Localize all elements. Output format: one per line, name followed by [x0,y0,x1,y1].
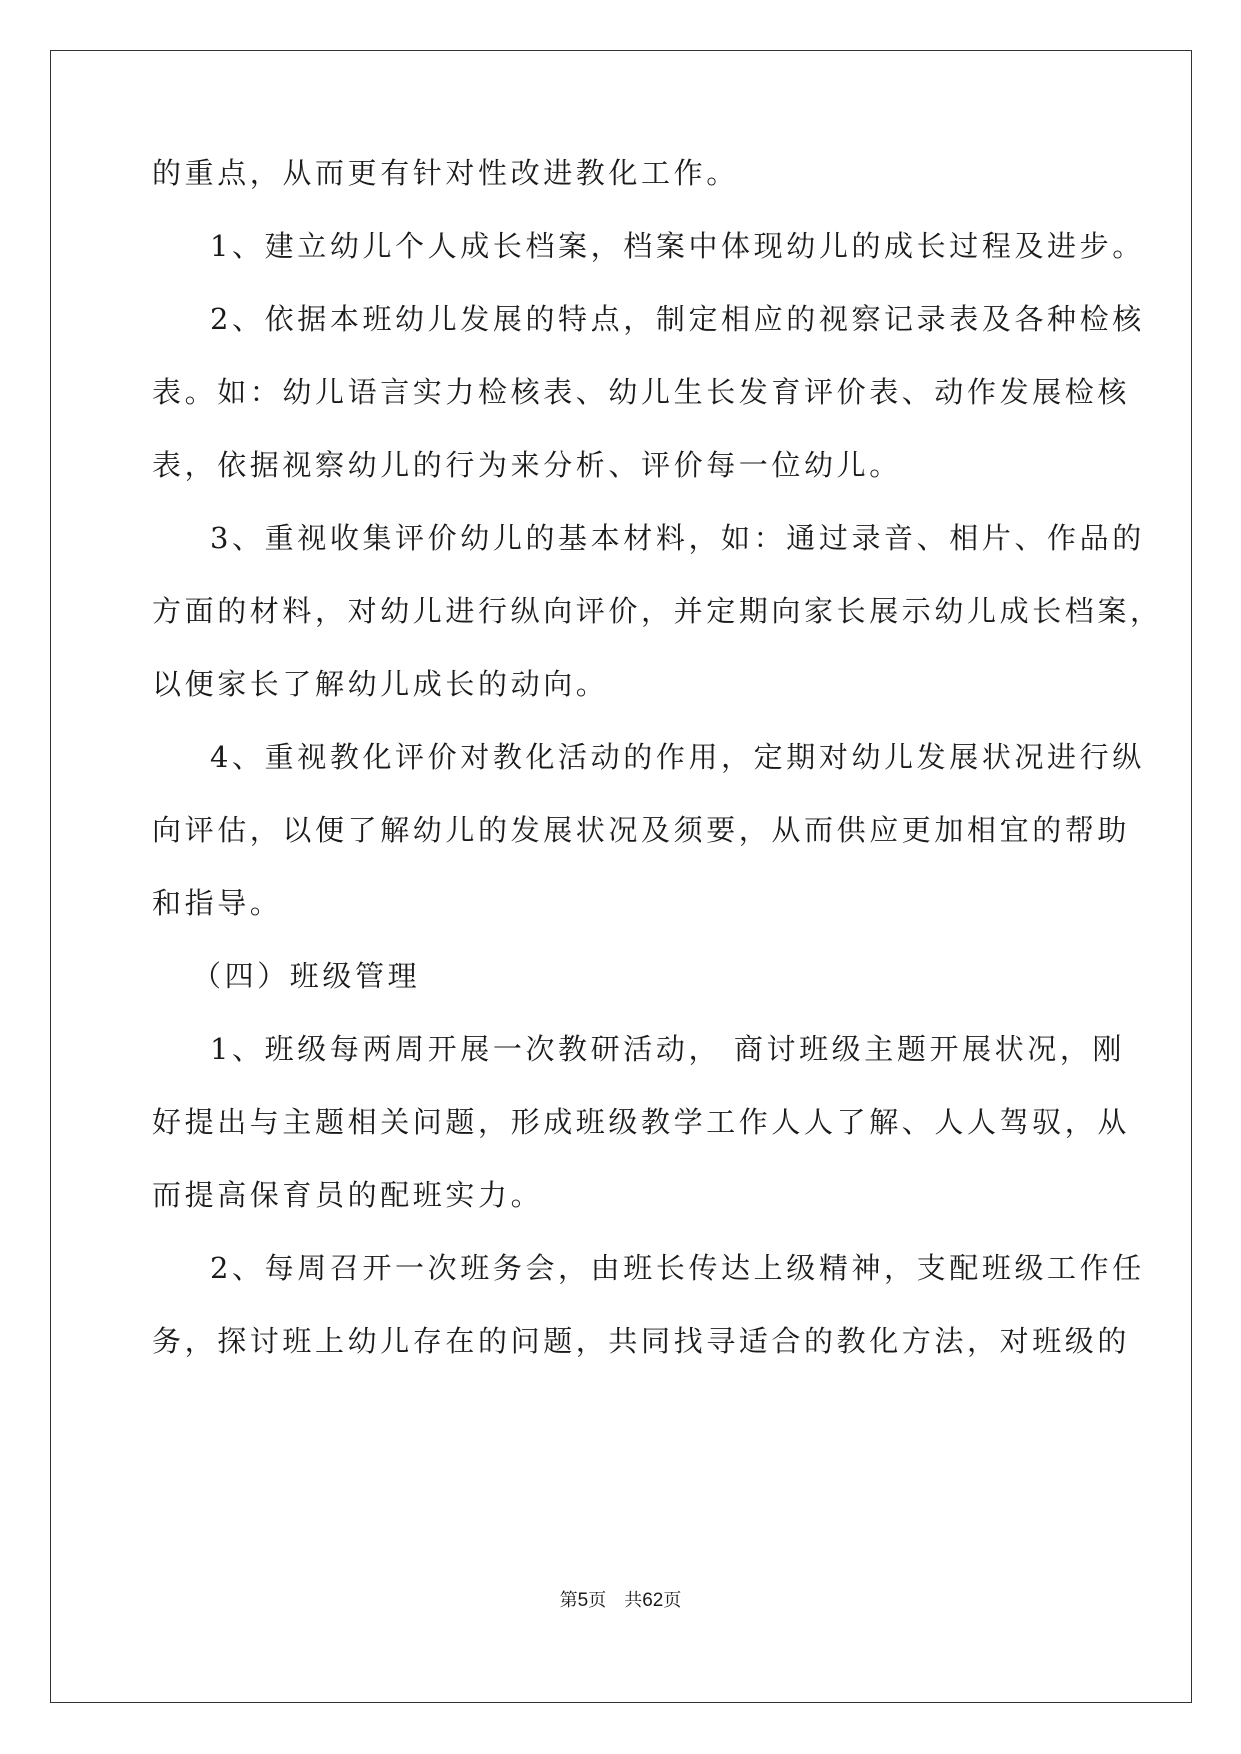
paragraph-line: 1、班级每两周开展一次教研活动， 商讨班级主题开展状况，刚 [210,1032,1126,1066]
page-mid: 页 共 [588,1590,643,1611]
paragraph-line: 和指导。 [152,886,283,920]
paragraph-line: 向评估，以便了解幼儿的发展状况及须要，从而供应更加相宜的帮助 [152,813,1131,847]
paragraph-line: 好提出与主题相关问题，形成班级教学工作人人了解、人人驾驭，从 [152,1105,1131,1139]
paragraph-line: 方面的材料，对幼儿进行纵向评价，并定期向家长展示幼儿成长档案， [152,594,1163,628]
paragraph-line: 表。如：幼儿语言实力检核表、幼儿生长发育评价表、动作发展检核 [152,375,1131,409]
page-footer [0,1589,1241,1613]
paragraph-line: 的重点，从而更有针对性改进教化工作。 [152,156,739,190]
page-suffix: 页 [663,1590,682,1611]
paragraph-line: 2、每周召开一次班务会，由班长传达上级精神，支配班级工作任 [210,1251,1145,1285]
paragraph-line: 2、依据本班幼儿发展的特点，制定相应的视察记录表及各种检核 [210,302,1145,336]
paragraph-line: 表，依据视察幼儿的行为来分析、评价每一位幼儿。 [152,448,902,482]
section-heading: （四）班级管理 [192,959,421,993]
paragraph-line: 3、重视收集评价幼儿的基本材料，如：通过录音、相片、作品的 [210,521,1145,555]
paragraph-line: 以便家长了解幼儿成长的动向。 [152,667,609,701]
paragraph-line: 务，探讨班上幼儿存在的问题，共同找寻适合的教化方法，对班级的 [152,1324,1131,1358]
page-prefix: 第 [559,1590,578,1611]
paragraph-line: 1、建立幼儿个人成长档案，档案中体现幼儿的成长过程及进步。 [210,229,1145,263]
paragraph-line: 4、重视教化评价对教化活动的作用，定期对幼儿发展状况进行纵 [210,740,1145,774]
total-page-number: 62 [642,1590,664,1611]
page-frame [50,50,1192,1703]
paragraph-line: 而提高保育员的配班实力。 [152,1178,544,1212]
current-page-number: 5 [577,1590,589,1611]
